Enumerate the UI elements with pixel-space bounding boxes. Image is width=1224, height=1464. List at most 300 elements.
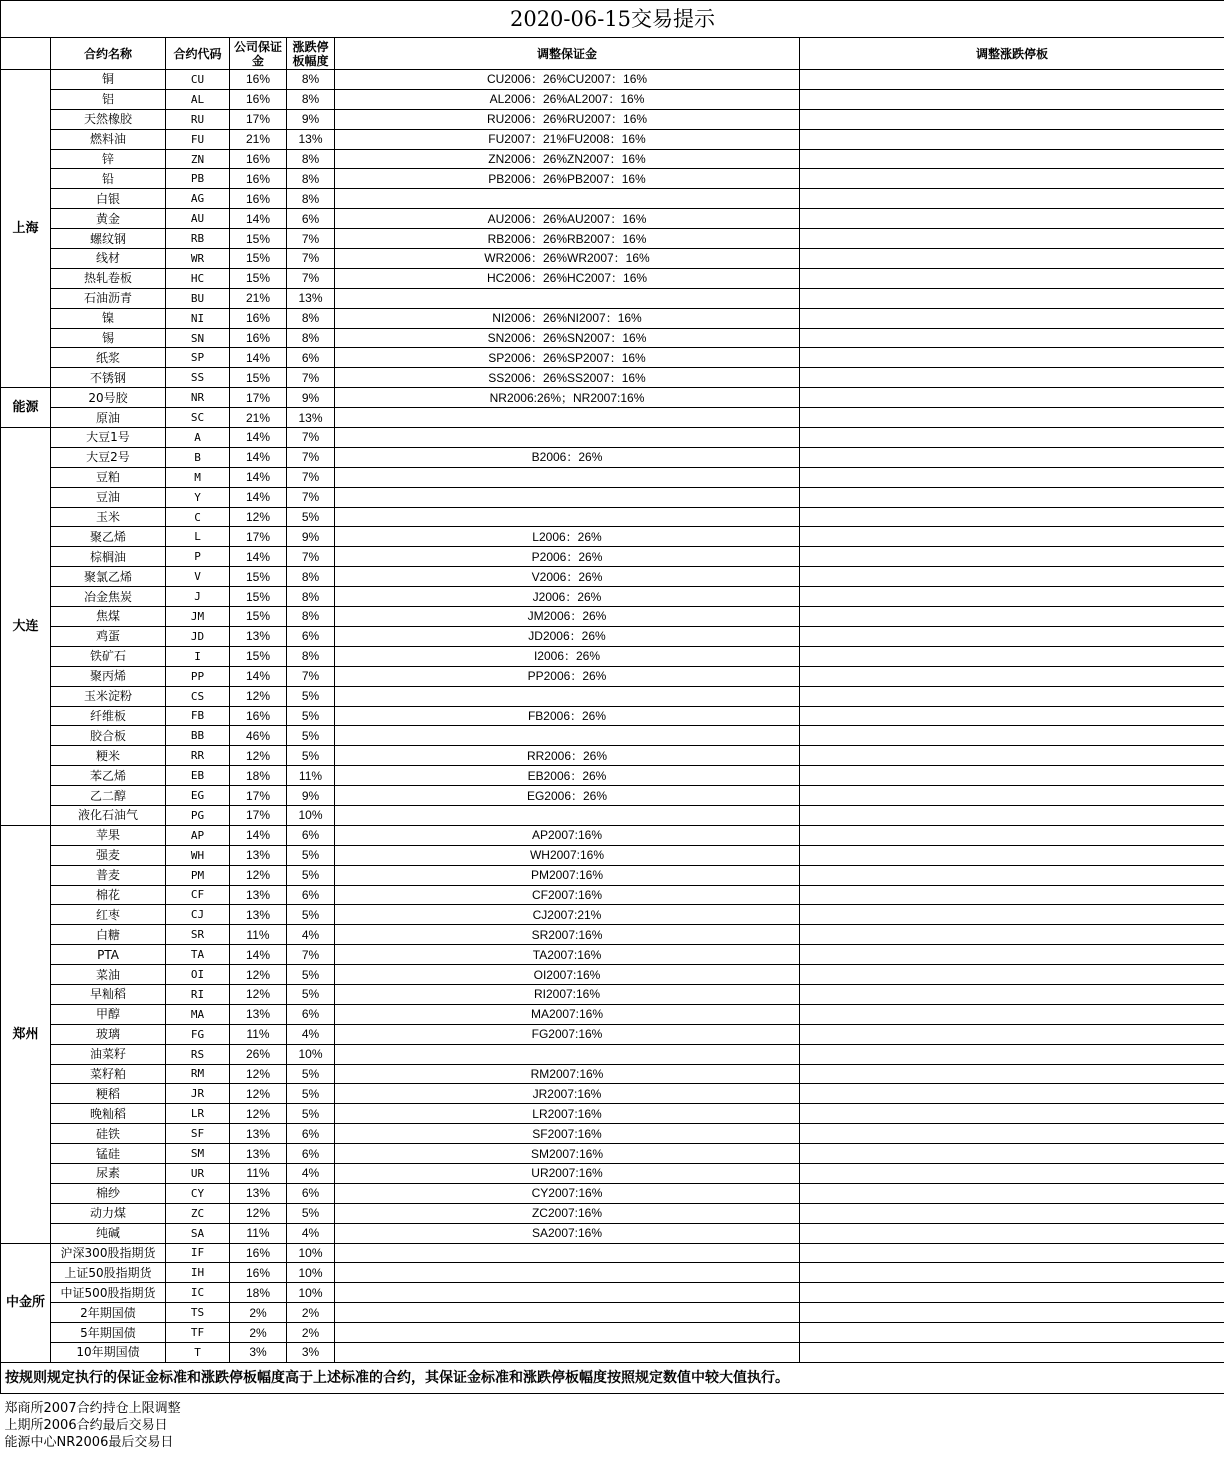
limit-cell: 6% xyxy=(287,1144,335,1164)
table-row xyxy=(1,408,1224,428)
table-row xyxy=(1,308,1224,328)
exchange-cell: 上海 xyxy=(1,70,51,388)
contract-code-cell: BU xyxy=(166,288,230,308)
table-row xyxy=(1,1283,1224,1303)
contract-name-cell: 粳米 xyxy=(51,746,166,766)
contract-code-cell: CY xyxy=(166,1183,230,1203)
margin-cell: 16% xyxy=(230,149,287,169)
margin-cell: 15% xyxy=(230,229,287,249)
adjusted-limit-cell xyxy=(800,1223,1224,1243)
contract-name-cell: 早籼稻 xyxy=(51,984,166,1004)
table-row xyxy=(1,706,1224,726)
contract-code-cell: AU xyxy=(166,209,230,229)
adjusted-limit-cell xyxy=(800,786,1224,806)
contract-code-cell: PB xyxy=(166,169,230,189)
margin-cell: 11% xyxy=(230,925,287,945)
adjusted-limit-cell xyxy=(800,507,1224,527)
adjusted-limit-cell xyxy=(800,885,1224,905)
adjusted-limit-cell xyxy=(800,1283,1224,1303)
margin-cell: 16% xyxy=(230,1263,287,1283)
adjusted-limit-cell xyxy=(800,229,1224,249)
adjusted-margin-cell xyxy=(335,1243,800,1263)
table-row xyxy=(1,865,1224,885)
adjusted-margin-cell: SP2006：26%SP2007：16% xyxy=(335,348,800,368)
header-code: 合约代码 xyxy=(166,38,230,70)
margin-cell: 15% xyxy=(230,587,287,607)
limit-cell: 9% xyxy=(287,109,335,129)
contract-name-cell: 2年期国债 xyxy=(51,1303,166,1323)
adjusted-margin-cell: RR2006：26% xyxy=(335,746,800,766)
header-adj-margin: 调整保证金 xyxy=(335,38,800,70)
contract-code-cell: I xyxy=(166,646,230,666)
adjusted-margin-cell: AP2007:16% xyxy=(335,825,800,845)
margin-cell: 16% xyxy=(230,706,287,726)
contract-code-cell: P xyxy=(166,547,230,567)
table-row xyxy=(1,825,1224,845)
limit-cell: 8% xyxy=(287,567,335,587)
contract-name-cell: 玉米 xyxy=(51,507,166,527)
contract-name-cell: 玻璃 xyxy=(51,1024,166,1044)
table-row xyxy=(1,447,1224,467)
adjusted-limit-cell xyxy=(800,1104,1224,1124)
adjusted-limit-cell xyxy=(800,825,1224,845)
adjusted-margin-cell xyxy=(335,1323,800,1343)
margin-cell: 14% xyxy=(230,487,287,507)
margin-cell: 14% xyxy=(230,348,287,368)
contract-code-cell: JD xyxy=(166,626,230,646)
limit-cell: 5% xyxy=(287,746,335,766)
contract-code-cell: RS xyxy=(166,1044,230,1064)
exchange-cell: 中金所 xyxy=(1,1243,51,1362)
limit-cell: 5% xyxy=(287,1084,335,1104)
header-exchange xyxy=(1,38,51,70)
adjusted-limit-cell xyxy=(800,706,1224,726)
contract-name-cell: 黄金 xyxy=(51,209,166,229)
table-row xyxy=(1,1144,1224,1164)
margin-cell: 3% xyxy=(230,1343,287,1363)
table-row xyxy=(1,1084,1224,1104)
contract-name-cell: 大豆2号 xyxy=(51,447,166,467)
contract-code-cell: BB xyxy=(166,726,230,746)
limit-cell: 4% xyxy=(287,1223,335,1243)
limit-cell: 2% xyxy=(287,1303,335,1323)
contract-name-cell: 锌 xyxy=(51,149,166,169)
header-adj-limit: 调整涨跌停板 xyxy=(800,38,1224,70)
adjusted-limit-cell xyxy=(800,328,1224,348)
adjusted-limit-cell xyxy=(800,1144,1224,1164)
footer-line: 郑商所2007合约持仓上限调整 xyxy=(5,1400,1224,1417)
contract-name-cell: 铅 xyxy=(51,169,166,189)
contract-code-cell: EG xyxy=(166,786,230,806)
contract-code-cell: RI xyxy=(166,984,230,1004)
margin-cell: 14% xyxy=(230,447,287,467)
contract-code-cell: WH xyxy=(166,845,230,865)
header-name: 合约名称 xyxy=(51,38,166,70)
table-row xyxy=(1,109,1224,129)
adjusted-margin-cell: EG2006：26% xyxy=(335,786,800,806)
contract-name-cell: 粳稻 xyxy=(51,1084,166,1104)
contract-name-cell: 硅铁 xyxy=(51,1124,166,1144)
table-row xyxy=(1,527,1224,547)
contract-code-cell: SS xyxy=(166,368,230,388)
table-row xyxy=(1,348,1224,368)
margin-cell: 15% xyxy=(230,646,287,666)
contract-code-cell: PM xyxy=(166,865,230,885)
contract-name-cell: 白糖 xyxy=(51,925,166,945)
margin-cell: 13% xyxy=(230,845,287,865)
adjusted-limit-cell xyxy=(800,1064,1224,1084)
table-row xyxy=(1,268,1224,288)
adjusted-limit-cell xyxy=(800,1303,1224,1323)
contract-name-cell: 苹果 xyxy=(51,825,166,845)
adjusted-margin-cell: J2006：26% xyxy=(335,587,800,607)
exchange-cell: 郑州 xyxy=(1,825,51,1243)
limit-cell: 8% xyxy=(287,587,335,607)
table-body xyxy=(1,1,1224,1464)
margin-cell: 11% xyxy=(230,1223,287,1243)
footer-line: 上期所2006合约最后交易日 xyxy=(5,1417,1224,1434)
contract-code-cell: AP xyxy=(166,825,230,845)
contract-name-cell: 菜油 xyxy=(51,965,166,985)
contract-name-cell: 强麦 xyxy=(51,845,166,865)
contract-code-cell: NR xyxy=(166,388,230,408)
adjusted-limit-cell xyxy=(800,189,1224,209)
contract-name-cell: 苯乙烯 xyxy=(51,766,166,786)
rule-note: 按规则规定执行的保证金标准和涨跌停板幅度高于上述标准的合约，其保证金标准和涨跌停板幅度按照规定数值中较大值执行。 xyxy=(1,1362,1224,1393)
adjusted-margin-cell: RI2007:16% xyxy=(335,984,800,1004)
adjusted-limit-cell xyxy=(800,348,1224,368)
contract-code-cell: A xyxy=(166,428,230,448)
limit-cell: 4% xyxy=(287,1163,335,1183)
limit-cell: 5% xyxy=(287,984,335,1004)
adjusted-limit-cell xyxy=(800,1343,1224,1363)
limit-cell: 7% xyxy=(287,467,335,487)
adjusted-limit-cell xyxy=(800,129,1224,149)
contract-name-cell: 动力煤 xyxy=(51,1203,166,1223)
adjusted-margin-cell: MA2007:16% xyxy=(335,1004,800,1024)
adjusted-limit-cell xyxy=(800,766,1224,786)
footer-notes xyxy=(1,1393,1224,1464)
contract-name-cell: PTA xyxy=(51,945,166,965)
contract-name-cell: 豆油 xyxy=(51,487,166,507)
adjusted-limit-cell xyxy=(800,89,1224,109)
contract-code-cell: ZN xyxy=(166,149,230,169)
contract-name-cell: 锰硅 xyxy=(51,1144,166,1164)
contract-name-cell: 石油沥青 xyxy=(51,288,166,308)
margin-cell: 14% xyxy=(230,547,287,567)
adjusted-margin-cell xyxy=(335,1303,800,1323)
margin-cell: 17% xyxy=(230,805,287,825)
limit-cell: 8% xyxy=(287,70,335,90)
margin-cell: 16% xyxy=(230,1243,287,1263)
contract-code-cell: M xyxy=(166,467,230,487)
margin-cell: 21% xyxy=(230,129,287,149)
contract-code-cell: SA xyxy=(166,1223,230,1243)
margin-cell: 11% xyxy=(230,1024,287,1044)
contract-code-cell: RR xyxy=(166,746,230,766)
limit-cell: 6% xyxy=(287,209,335,229)
table-row xyxy=(1,487,1224,507)
margin-cell: 21% xyxy=(230,288,287,308)
table-row xyxy=(1,1104,1224,1124)
limit-cell: 7% xyxy=(287,666,335,686)
adjusted-limit-cell xyxy=(800,607,1224,627)
adjusted-margin-cell xyxy=(335,686,800,706)
adjusted-margin-cell: UR2007:16% xyxy=(335,1163,800,1183)
table-row xyxy=(1,746,1224,766)
contract-name-cell: 玉米淀粉 xyxy=(51,686,166,706)
contract-code-cell: SP xyxy=(166,348,230,368)
adjusted-margin-cell: JM2006：26% xyxy=(335,607,800,627)
margin-cell: 15% xyxy=(230,268,287,288)
contract-name-cell: 铝 xyxy=(51,89,166,109)
adjusted-margin-cell: WR2006：26%WR2007：16% xyxy=(335,249,800,269)
adjusted-limit-cell xyxy=(800,965,1224,985)
table-row xyxy=(1,607,1224,627)
table-row xyxy=(1,766,1224,786)
contract-code-cell: SN xyxy=(166,328,230,348)
contract-code-cell: J xyxy=(166,587,230,607)
table-row xyxy=(1,1064,1224,1084)
contract-name-cell: 纸浆 xyxy=(51,348,166,368)
margin-cell: 14% xyxy=(230,209,287,229)
contract-name-cell: 铜 xyxy=(51,70,166,90)
limit-cell: 7% xyxy=(287,368,335,388)
header-margin: 公司保证金 xyxy=(230,38,287,70)
adjusted-limit-cell xyxy=(800,408,1224,428)
contract-code-cell: FU xyxy=(166,129,230,149)
adjusted-limit-cell xyxy=(800,1124,1224,1144)
contract-code-cell: EB xyxy=(166,766,230,786)
limit-cell: 11% xyxy=(287,766,335,786)
adjusted-margin-cell: V2006：26% xyxy=(335,567,800,587)
margin-cell: 16% xyxy=(230,189,287,209)
contract-code-cell: PP xyxy=(166,666,230,686)
adjusted-limit-cell xyxy=(800,527,1224,547)
adjusted-margin-cell: RM2007:16% xyxy=(335,1064,800,1084)
adjusted-margin-cell: I2006：26% xyxy=(335,646,800,666)
contract-name-cell: 液化石油气 xyxy=(51,805,166,825)
limit-cell: 5% xyxy=(287,1104,335,1124)
adjusted-limit-cell xyxy=(800,587,1224,607)
contract-name-cell: 焦煤 xyxy=(51,607,166,627)
margin-cell: 17% xyxy=(230,527,287,547)
limit-cell: 8% xyxy=(287,149,335,169)
margin-cell: 2% xyxy=(230,1323,287,1343)
margin-cell: 16% xyxy=(230,169,287,189)
limit-cell: 6% xyxy=(287,348,335,368)
limit-cell: 6% xyxy=(287,885,335,905)
adjusted-margin-cell xyxy=(335,1343,800,1363)
adjusted-limit-cell xyxy=(800,368,1224,388)
adjusted-margin-cell xyxy=(335,1044,800,1064)
contract-name-cell: 聚丙烯 xyxy=(51,666,166,686)
table-row xyxy=(1,1163,1224,1183)
table-row xyxy=(1,1263,1224,1283)
limit-cell: 2% xyxy=(287,1323,335,1343)
adjusted-limit-cell xyxy=(800,1243,1224,1263)
limit-cell: 6% xyxy=(287,626,335,646)
contract-code-cell: RM xyxy=(166,1064,230,1084)
adjusted-limit-cell xyxy=(800,567,1224,587)
limit-cell: 8% xyxy=(287,308,335,328)
adjusted-margin-cell: RB2006：26%RB2007：16% xyxy=(335,229,800,249)
adjusted-margin-cell: CU2006：26%CU2007：16% xyxy=(335,70,800,90)
contract-code-cell: AL xyxy=(166,89,230,109)
contract-code-cell: WR xyxy=(166,249,230,269)
margin-cell: 16% xyxy=(230,328,287,348)
adjusted-margin-cell xyxy=(335,408,800,428)
adjusted-margin-cell: JR2007:16% xyxy=(335,1084,800,1104)
adjusted-margin-cell: SS2006：26%SS2007：16% xyxy=(335,368,800,388)
contract-code-cell: MA xyxy=(166,1004,230,1024)
adjusted-limit-cell xyxy=(800,388,1224,408)
exchange-cell: 能源 xyxy=(1,388,51,428)
margin-cell: 46% xyxy=(230,726,287,746)
contract-code-cell: PG xyxy=(166,805,230,825)
margin-cell: 13% xyxy=(230,1183,287,1203)
limit-cell: 6% xyxy=(287,825,335,845)
adjusted-margin-cell: P2006：26% xyxy=(335,547,800,567)
adjusted-margin-cell: JD2006：26% xyxy=(335,626,800,646)
contract-name-cell: 螺纹钢 xyxy=(51,229,166,249)
margin-cell: 15% xyxy=(230,567,287,587)
contract-code-cell: SF xyxy=(166,1124,230,1144)
limit-cell: 7% xyxy=(287,428,335,448)
contract-name-cell: 燃料油 xyxy=(51,129,166,149)
limit-cell: 5% xyxy=(287,1064,335,1084)
adjusted-margin-cell xyxy=(335,288,800,308)
limit-cell: 5% xyxy=(287,965,335,985)
limit-cell: 6% xyxy=(287,1183,335,1203)
table-row xyxy=(1,984,1224,1004)
adjusted-margin-cell: FU2007：21%FU2008：16% xyxy=(335,129,800,149)
adjusted-margin-cell xyxy=(335,507,800,527)
limit-cell: 9% xyxy=(287,388,335,408)
margin-cell: 14% xyxy=(230,945,287,965)
limit-cell: 10% xyxy=(287,805,335,825)
contract-code-cell: NI xyxy=(166,308,230,328)
contract-name-cell: 油菜籽 xyxy=(51,1044,166,1064)
limit-cell: 5% xyxy=(287,686,335,706)
limit-cell: 13% xyxy=(287,408,335,428)
table-row xyxy=(1,1343,1224,1363)
margin-cell: 11% xyxy=(230,1163,287,1183)
adjusted-limit-cell xyxy=(800,666,1224,686)
table-row xyxy=(1,368,1224,388)
contract-code-cell: IF xyxy=(166,1243,230,1263)
adjusted-margin-cell: CJ2007:21% xyxy=(335,905,800,925)
limit-cell: 5% xyxy=(287,1203,335,1223)
table-row xyxy=(1,89,1224,109)
contract-name-cell: 沪深300股指期货 xyxy=(51,1243,166,1263)
contract-code-cell: T xyxy=(166,1343,230,1363)
limit-cell: 7% xyxy=(287,547,335,567)
adjusted-limit-cell xyxy=(800,308,1224,328)
contract-name-cell: 大豆1号 xyxy=(51,428,166,448)
margin-cell: 14% xyxy=(230,428,287,448)
limit-cell: 3% xyxy=(287,1343,335,1363)
margin-cell: 12% xyxy=(230,984,287,1004)
adjusted-margin-cell: NR2006:26%；NR2007:16% xyxy=(335,388,800,408)
contract-code-cell: UR xyxy=(166,1163,230,1183)
adjusted-margin-cell xyxy=(335,428,800,448)
adjusted-margin-cell: FG2007:16% xyxy=(335,1024,800,1044)
margin-cell: 17% xyxy=(230,786,287,806)
adjusted-margin-cell: PM2007:16% xyxy=(335,865,800,885)
adjusted-limit-cell xyxy=(800,169,1224,189)
contract-name-cell: 上证50股指期货 xyxy=(51,1263,166,1283)
contract-name-cell: 甲醇 xyxy=(51,1004,166,1024)
limit-cell: 5% xyxy=(287,845,335,865)
adjusted-limit-cell xyxy=(800,70,1224,90)
adjusted-limit-cell xyxy=(800,865,1224,885)
adjusted-margin-cell xyxy=(335,1283,800,1303)
table-row xyxy=(1,169,1224,189)
adjusted-margin-cell xyxy=(335,726,800,746)
table-row xyxy=(1,945,1224,965)
contract-code-cell: FB xyxy=(166,706,230,726)
contract-name-cell: 纤维板 xyxy=(51,706,166,726)
contract-code-cell: SC xyxy=(166,408,230,428)
limit-cell: 4% xyxy=(287,1024,335,1044)
limit-cell: 10% xyxy=(287,1283,335,1303)
contract-name-cell: 菜籽粕 xyxy=(51,1064,166,1084)
table-row xyxy=(1,726,1224,746)
margin-cell: 16% xyxy=(230,70,287,90)
table-row xyxy=(1,249,1224,269)
table-row xyxy=(1,646,1224,666)
limit-cell: 5% xyxy=(287,507,335,527)
table-row xyxy=(1,686,1224,706)
contract-code-cell: CF xyxy=(166,885,230,905)
adjusted-margin-cell xyxy=(335,805,800,825)
contract-name-cell: 晚籼稻 xyxy=(51,1104,166,1124)
margin-cell: 16% xyxy=(230,89,287,109)
margin-cell: 13% xyxy=(230,626,287,646)
limit-cell: 13% xyxy=(287,288,335,308)
margin-cell: 12% xyxy=(230,746,287,766)
contract-code-cell: V xyxy=(166,567,230,587)
adjusted-margin-cell: PP2006：26% xyxy=(335,666,800,686)
margin-cell: 12% xyxy=(230,1203,287,1223)
adjusted-margin-cell: FB2006：26% xyxy=(335,706,800,726)
contract-name-cell: 镍 xyxy=(51,308,166,328)
contract-name-cell: 棉纱 xyxy=(51,1183,166,1203)
table-row xyxy=(1,805,1224,825)
contract-code-cell: LR xyxy=(166,1104,230,1124)
margin-cell: 17% xyxy=(230,109,287,129)
contract-name-cell: 乙二醇 xyxy=(51,786,166,806)
margin-cell: 13% xyxy=(230,905,287,925)
contract-code-cell: CU xyxy=(166,70,230,90)
adjusted-limit-cell xyxy=(800,149,1224,169)
table-row xyxy=(1,1124,1224,1144)
table-row xyxy=(1,1203,1224,1223)
contract-code-cell: IH xyxy=(166,1263,230,1283)
limit-cell: 8% xyxy=(287,646,335,666)
adjusted-margin-cell: CF2007:16% xyxy=(335,885,800,905)
limit-cell: 5% xyxy=(287,706,335,726)
limit-cell: 8% xyxy=(287,189,335,209)
table-row xyxy=(1,925,1224,945)
contract-code-cell: JM xyxy=(166,607,230,627)
adjusted-limit-cell xyxy=(800,1044,1224,1064)
adjusted-limit-cell xyxy=(800,746,1224,766)
adjusted-limit-cell xyxy=(800,288,1224,308)
contract-name-cell: 棕榈油 xyxy=(51,547,166,567)
margin-cell: 14% xyxy=(230,467,287,487)
